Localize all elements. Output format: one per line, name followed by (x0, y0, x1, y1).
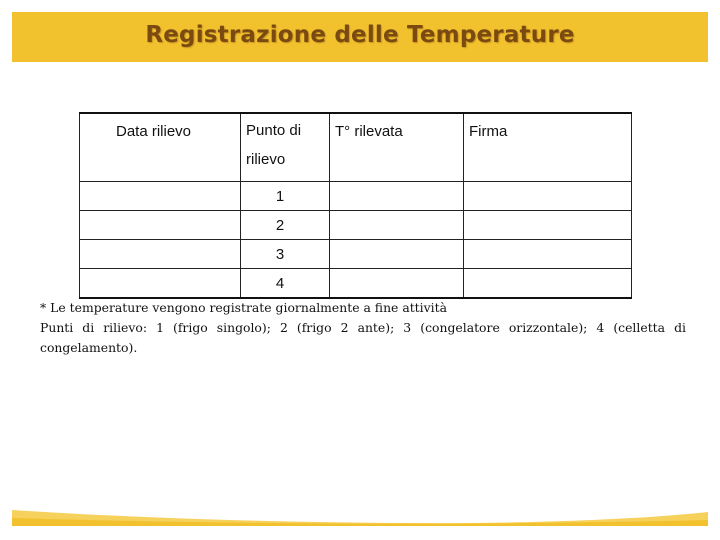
cell-punto: 1 (241, 182, 330, 211)
temperature-table (79, 112, 632, 299)
note-registration: * Le temperature vengono registrate giornalmente a fine attività (40, 300, 447, 315)
cell-data[interactable] (80, 269, 241, 299)
cell-temperatura[interactable] (330, 240, 464, 269)
table-row (80, 269, 632, 299)
table-row (80, 240, 632, 269)
table-header-row (80, 113, 632, 182)
footnotes (40, 298, 686, 358)
cell-data[interactable] (80, 182, 241, 211)
column-header-temperatura: T° rilevata (330, 113, 464, 182)
cell-data[interactable] (80, 240, 241, 269)
column-header-firma: Firma (464, 113, 632, 182)
table-row (80, 182, 632, 211)
cell-punto: 4 (241, 269, 330, 299)
cell-firma[interactable] (464, 211, 632, 240)
note-measure-points: Punti di rilievo: 1 (frigo singolo); 2 (frigo 2 ante); 3 (congelatore orizzontale); 4 (celletta di congelamento). (40, 320, 686, 355)
cell-firma[interactable] (464, 182, 632, 211)
table-row (80, 211, 632, 240)
cell-temperatura[interactable] (330, 211, 464, 240)
decorative-swoosh (12, 490, 708, 526)
cell-firma[interactable] (464, 269, 632, 299)
page-title: Registrazione delle Temperature (145, 22, 575, 48)
cell-temperatura[interactable] (330, 269, 464, 299)
column-header-data-rilievo: Data rilievo (80, 113, 241, 182)
cell-firma[interactable] (464, 240, 632, 269)
column-header-punto-rilievo: Punto di rilievo (241, 113, 330, 182)
cell-punto: 2 (241, 211, 330, 240)
cell-data[interactable] (80, 211, 241, 240)
title-bar (12, 12, 708, 62)
cell-punto: 3 (241, 240, 330, 269)
cell-temperatura[interactable] (330, 182, 464, 211)
